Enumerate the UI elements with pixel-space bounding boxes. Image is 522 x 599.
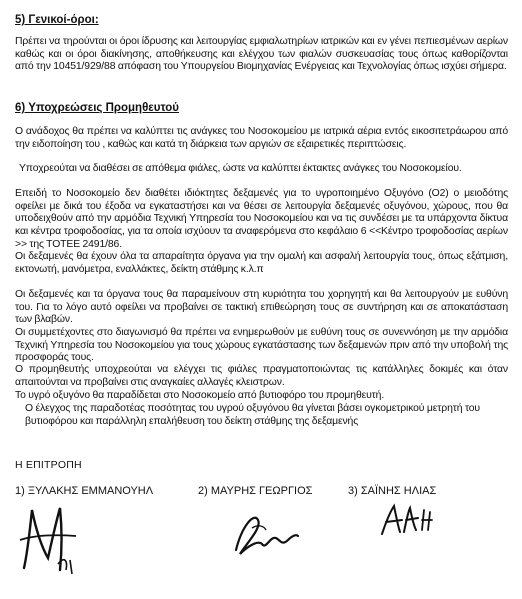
paragraph-cylinder-checks: Ο προμηθευτής υποχρεούται να ελέγχει τις φιάλες πραγματοποιώντας τις κατάλληλες δοκιμές και όταν απαιτούνται να προβαίνει στις αναγκαίες αλλαγές κλειστρων. bbox=[15, 364, 508, 388]
paragraph-participants-site-visit: Οι συμμετέχοντες στο διαγωνισμό θα πρέπει να ενημερωθούν με ευθύνη τους σε συνεννόηση με την αρμόδια Τεχνική Υπηρεσία του Νοσοκομείου για τους χώρους εγκατάστασης των δεξαμενών πριν από την υποβολή της προσφοράς τους. bbox=[15, 327, 508, 364]
paragraph-liquid-oxygen-delivery: Το υγρό οξυγόνο θα παραδίδεται στο Νοσοκομείο από βυτιοφόρο του προμηθευτή. bbox=[15, 390, 385, 401]
paragraph-oxygen-tanks: Επειδή το Νοσοκομείο δεν διαθέτει ιδιόκτητες δεξαμενές για το υγροποιημένο Οξυγόνο (Ο2) ο μειοδότης οφείλει με δικά του έξοδα να εγκαταστήσει και να θέσει σε λειτουργία δεξαμενές οξυγόνου, χώρους, που θα υποδειχθούν από την αρμόδια Τεχνική Υπηρεσία του Νοσοκομείου και να τις συνδέσει με τα υπάρχοντα δίκτυα και κέντρα τροφοδοσίας, για τα οποία ισχύουν τα αναφερόμενα στο κεφάλαιο 6 <<Κέντρο τροφοδοσίας αερίων >> της ΤΟΤΕΕ 2491/86. bbox=[15, 188, 508, 250]
section-5-heading: 5) Γενικοί-όροι: bbox=[15, 14, 99, 26]
paragraph-quantity-check: Ο έλεγχος της παραδοτέας ποσότητας του υγρού οξυγόνου θα γίνεται βάσει ογκομετρικού μετρητή του βυτιοφόρου και παράλληλη επαλήθευση του δείκτη στάθμης της δεξαμενής bbox=[25, 403, 480, 427]
signature-1 bbox=[18, 500, 88, 578]
member-3: 3) ΣΑΪΝΗΣ ΗΛΙΑΣ bbox=[348, 485, 437, 497]
committee-title: Η ΕΠΙΤΡΟΠΗ bbox=[15, 459, 82, 471]
paragraph-tank-instruments: Οι δεξαμενές θα έχουν όλα τα απαραίτητα όργανα για την ομαλή και ασφαλή λειτουργία τους, όπως εξάτμιση, εκτονωτή, μανόμετρα, εναλλάκτες, δείκτη στάθμης κ.λ.π bbox=[15, 251, 508, 275]
paragraph-cylinder-stock: Υποχρεούται να διαθέσει σε απόθεμα φιάλες, ώστε να καλύπτει έκτακτες ανάγκες του Νοσοκομείου. bbox=[19, 163, 462, 174]
member-2: 2) ΜΑΥΡΗΣ ΓΕΩΡΓΙΟΣ bbox=[198, 485, 313, 497]
section-5-text: Πρέπει να τηρούνται οι όροι ίδρυσης και λειτουργίας εμφιαλωτηρίων ιατρικών και εν γένει πεπιεσμένων αερίων καθώς και οι όροι διακίνησης, αποθήκευσης και ελέγχου των φιαλών συσκευασίας τους όπως καθορίζονται από την 10451/929/88 απόφαση του Υπουργείου Βιομηχανίας Ενέργειας και Τεχνολογίας όπως ισχύει σήμερα. bbox=[15, 36, 508, 73]
signature-2 bbox=[232, 506, 302, 566]
member-1: 1) ΞΥΛΑΚΗΣ ΕΜΜΑΝΟΥΗΛ bbox=[15, 485, 154, 497]
paragraph-tank-ownership: Οι δεξαμενές και τα όργανα τους θα παραμείνουν στη κυριότητα του χορηγητή και θα λειτουργούν με ευθύνη του. Για το λόγο αυτό οφείλει να προβαίνει σε τακτική επιθεώρηση τους σε συντήρηση και σε αποκατάσταση των βλαβών. bbox=[15, 289, 508, 326]
signature-3 bbox=[378, 500, 438, 542]
section-6-heading: 6) Υποχρεώσεις Προμηθευτού bbox=[15, 102, 179, 114]
paragraph-response-time: Ο ανάδοχος θα πρέπει να καλύπτει τις ανάγκες του Νοσοκομείου με ιατρικά αέρια εντός εικοσιτετράωρου από την ειδοποίηση του , καθώς και κατά τη διάρκεια των αργιών σε εξαιρετικές περιπτώσεις. bbox=[15, 126, 508, 150]
